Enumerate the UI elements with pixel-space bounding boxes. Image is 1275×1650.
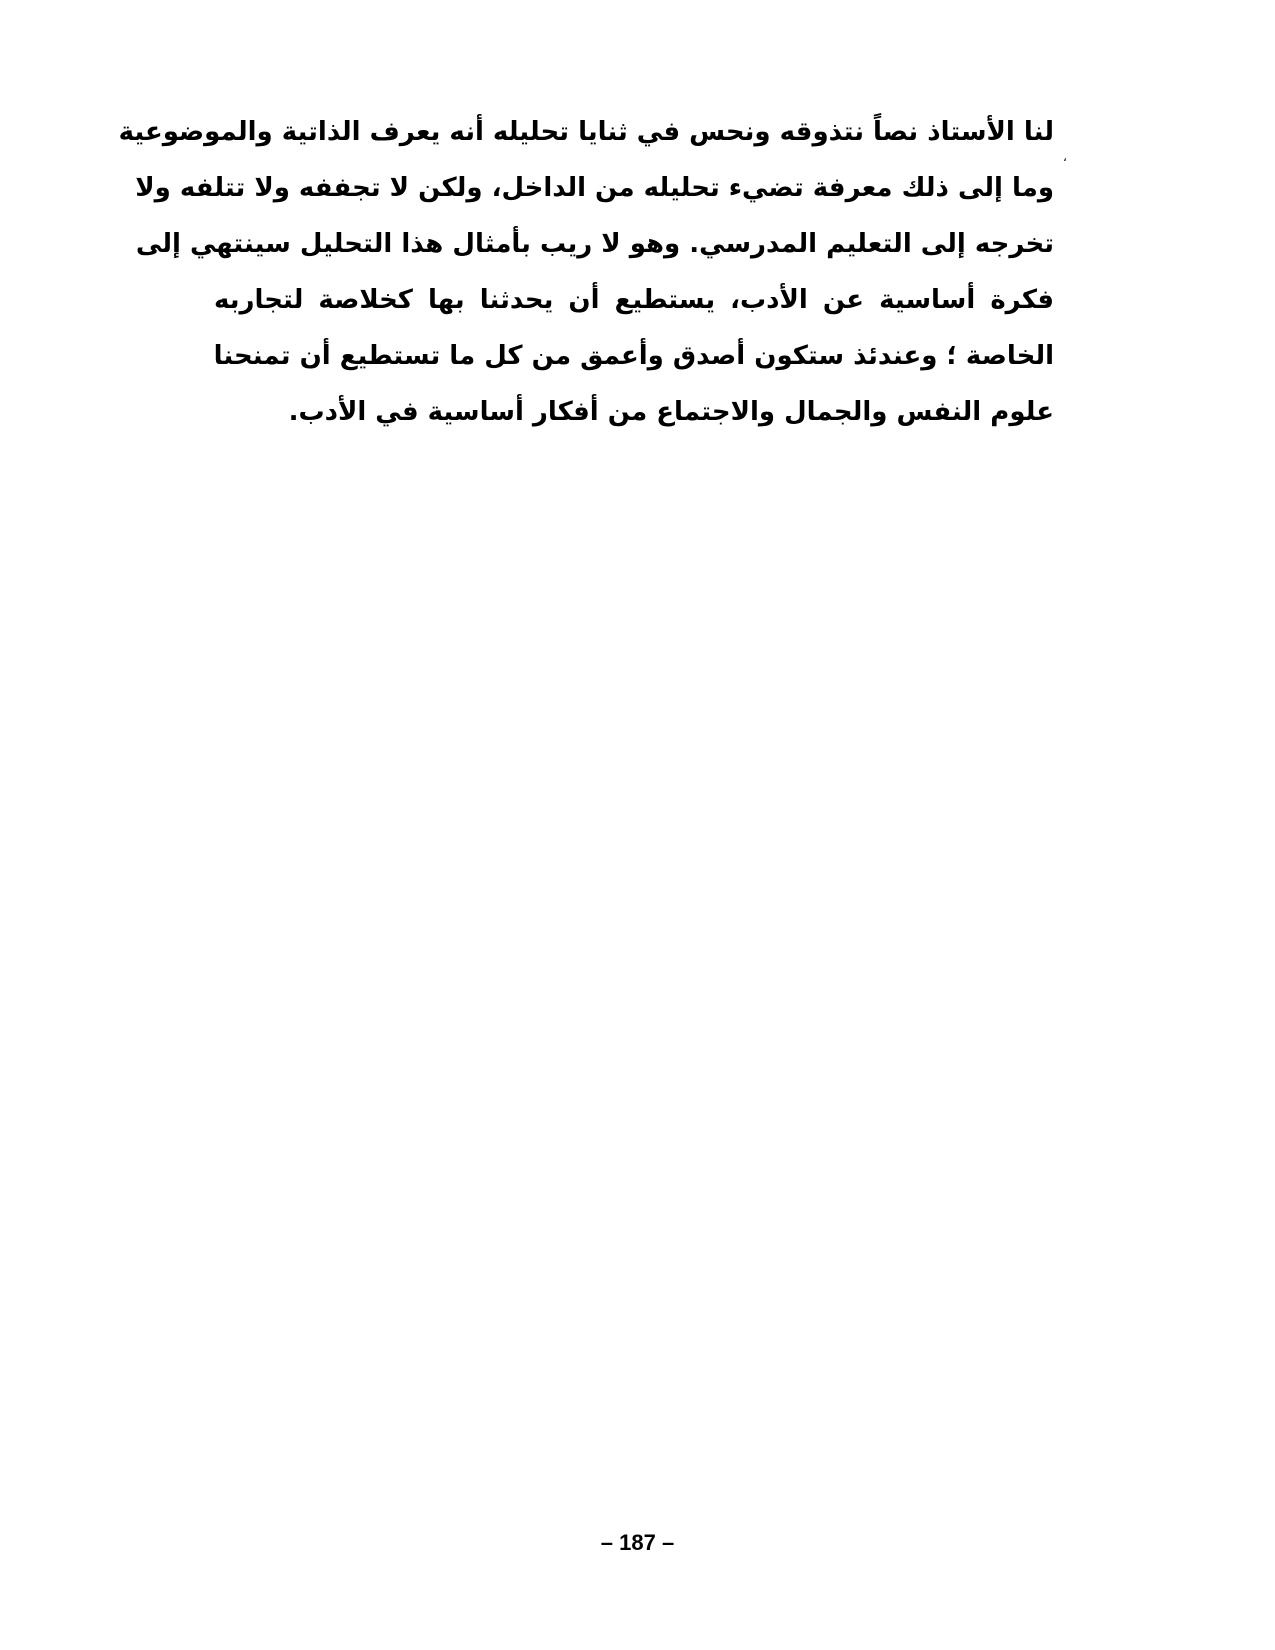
page-number: – 187 –: [600, 1530, 675, 1555]
paragraph-line-2: وما إلى ذلك معرفة تضيء تحليله من الداخل، ولكن لا تجففه ولا تتلفه ولا: [135, 173, 1054, 203]
paragraph-line-4: فكرة أساسية عن الأدب، يستطيع أن يحدثنا بها كخلاصة لتجاربه: [214, 285, 1054, 315]
paragraph-line-6: علوم النفس والجمال والاجتماع من أفكار أساسية في الأدب.: [288, 397, 1054, 427]
body-paragraph: [118, 104, 1054, 440]
margin-mark: ،: [1063, 150, 1067, 164]
paragraph-line-1: لنا الأستاذ نصاً نتذوقه ونحس في ثنايا تحليله أنه يعرف الذاتية والموضوعية: [118, 117, 1054, 147]
paragraph-line-3: تخرجه إلى التعليم المدرسي. وهو لا ريب بأمثال هذا التحليل سينتهي إلى: [135, 229, 1054, 259]
paragraph-line-5: الخاصة ؛ وعندئذ ستكون أصدق وأعمق من كل ما تستطيع أن تمنحنا: [213, 341, 1054, 371]
